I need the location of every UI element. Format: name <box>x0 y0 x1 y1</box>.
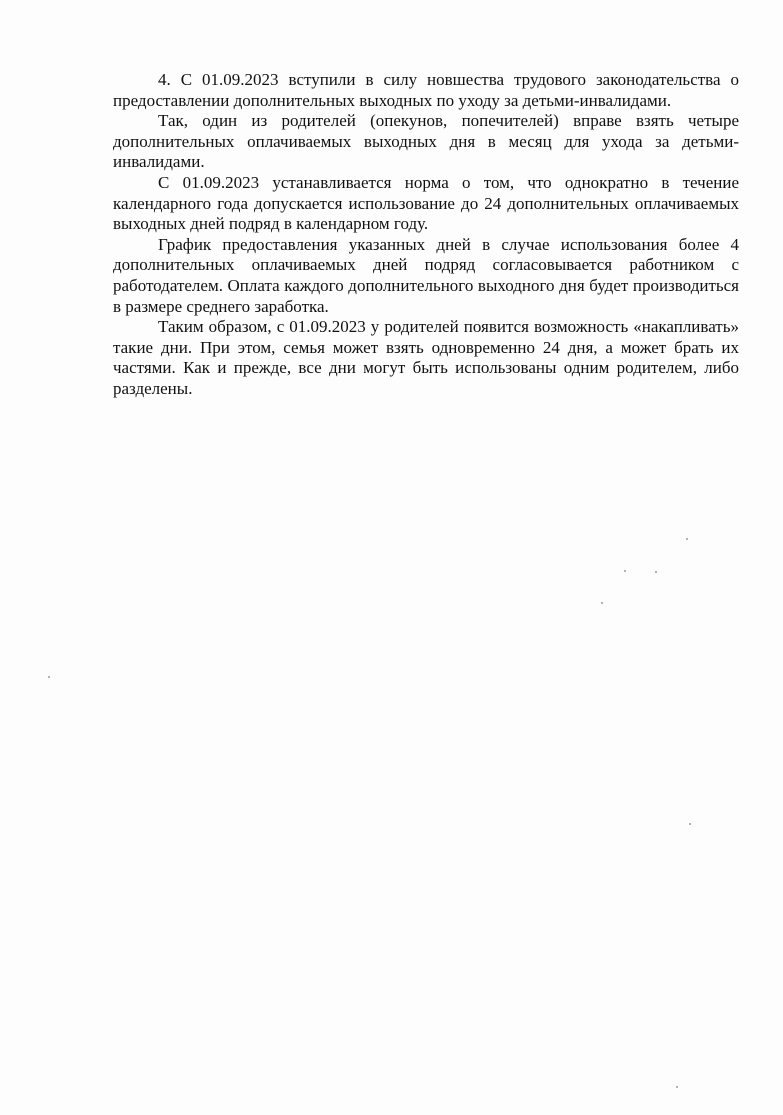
document-body <box>113 70 739 400</box>
scan-speck <box>686 538 688 540</box>
scan-speck <box>676 1086 678 1088</box>
scan-speck <box>689 823 691 825</box>
paragraph-1: 4. С 01.09.2023 вступили в силу новшества трудового законодательства о предоставлении дополнительных выходных по уходу за детьми-инвалидами. <box>113 70 739 110</box>
paragraph-4: График предоставления указанных дней в случае использования более 4 дополнительных оплачиваемых дней подряд согласовывается работником с работодателем. Оплата каждого дополнительного выходного дня будет производиться в размере среднего заработка. <box>113 234 739 316</box>
scan-speck <box>601 602 603 604</box>
paragraph-3: С 01.09.2023 устанавливается норма о том, что однократно в течение календарного года допускается использование до 24 дополнительных оплачиваемых выходных дней подряд в календарном году. <box>113 172 739 234</box>
scan-speck <box>655 571 657 573</box>
paragraph-2: Так, один из родителей (опекунов, попечителей) вправе взять четыре дополнительных оплачиваемых выходных дня в месяц для ухода за детьми-инвалидами. <box>113 111 739 172</box>
scan-speck <box>624 570 626 572</box>
scan-speck <box>48 676 50 678</box>
paragraph-5: Таким образом, с 01.09.2023 у родителей появится возможность «накапливать» такие дни. При этом, семья может взять одновременно 24 дня, а может брать их частями. Как и прежде, все дни могут быть использованы одним родителем, либо разделены. <box>113 317 739 398</box>
